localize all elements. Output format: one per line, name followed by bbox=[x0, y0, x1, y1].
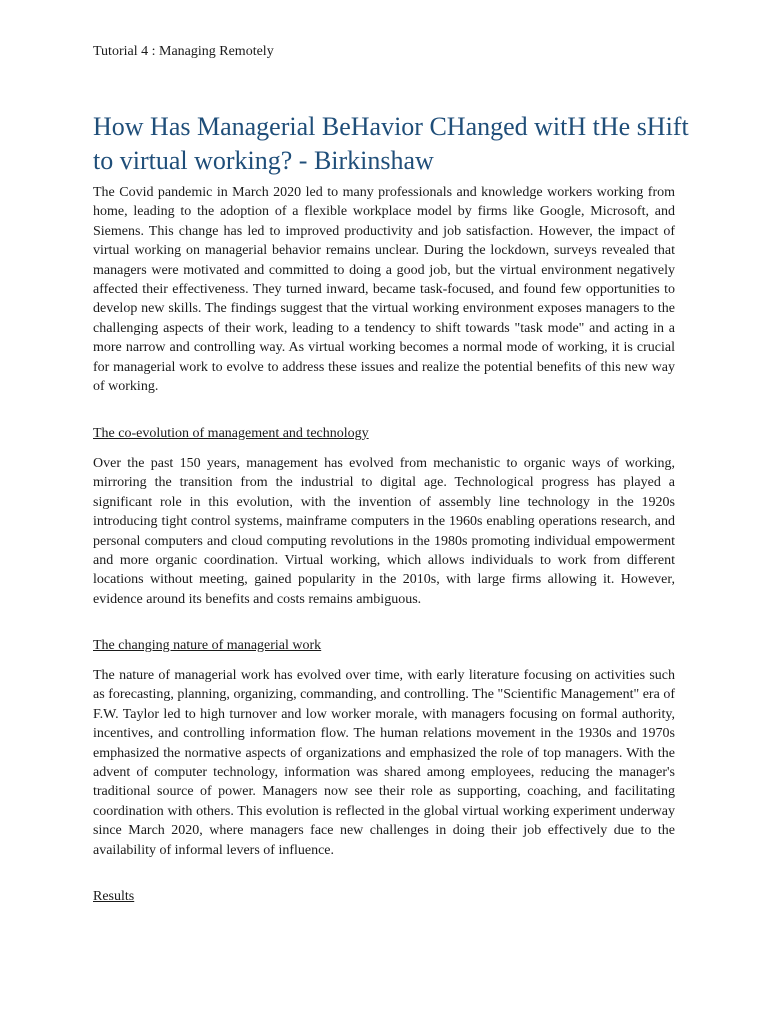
section-heading-managerial-work: The changing nature of managerial work bbox=[93, 638, 322, 653]
section-heading-coevolution: The co-evolution of management and technology bbox=[93, 426, 369, 441]
section-heading-results: Results bbox=[93, 889, 135, 904]
managerial-work-paragraph: The nature of managerial work has evolved over time, with early literature focusing on activities such as forecasting, planning, organizing, commanding, and controlling. The "Scientific Management" era of F.W. Taylor led to high turnover and low worker morale, with managers focusing on formal authority, incentives, and controlling information flow. The human relations movement in the 1930s and 1970s emphasized the normative aspects of organizations and emphasized the role of top managers. With the advent of computer technology, information was shared among employees, reducing the manager's traditional source of power. Managers now see their role as supporting, coaching, and facilitating coordination with others. This evolution is reflected in the global virtual working experiment underway since March 2020, where managers face new challenges in doing their job effectively due to the availability of informal levers of influence. bbox=[93, 668, 675, 858]
intro-paragraph: The Covid pandemic in March 2020 led to many professionals and knowledge workers working from home, leading to the adoption of a flexible workplace model by firms like Google, Microsoft, and Siemens. This change has led to improved productivity and job satisfaction. However, the impact of virtual working on managerial behavior remains unclear. During the lockdown, surveys revealed that managers were motivated and committed to doing a good job, but the virtual environment negatively affected their effectiveness. They turned inward, became task-focused, and found few opportunities to develop new skills. The findings suggest that the virtual working environment exposes managers to the challenging aspects of their work, leading to a tendency to shift towards "task mode" and acting in a more narrow and controlling way. As virtual working becomes a normal mode of working, it is crucial for managerial work to evolve to address these issues and realize the potential benefits of this new way of working. bbox=[93, 185, 675, 395]
coevolution-paragraph: Over the past 150 years, management has evolved from mechanistic to organic ways of working, mirroring the transition from the industrial to digital age. Technological progress has played a significant role in this evolution, with the invention of assembly line technology in the 1920s introducing tight control systems, mainframe computers in the 1960s enabling operations research, and personal computers and cloud computing revolutions in the 1980s promoting individual empowerment and more organic coordination. Virtual working, which allows individuals to work from different locations without meeting, gained popularity in the 2010s, with large firms allowing it. However, evidence around its benefits and costs remains ambiguous. bbox=[93, 456, 675, 607]
document-header: Tutorial 4 : Managing Remotely bbox=[93, 44, 274, 59]
page-title: How Has Managerial BeHavior CHanged witH tHe sHift to virtual working? - Birkinshaw bbox=[93, 112, 689, 175]
